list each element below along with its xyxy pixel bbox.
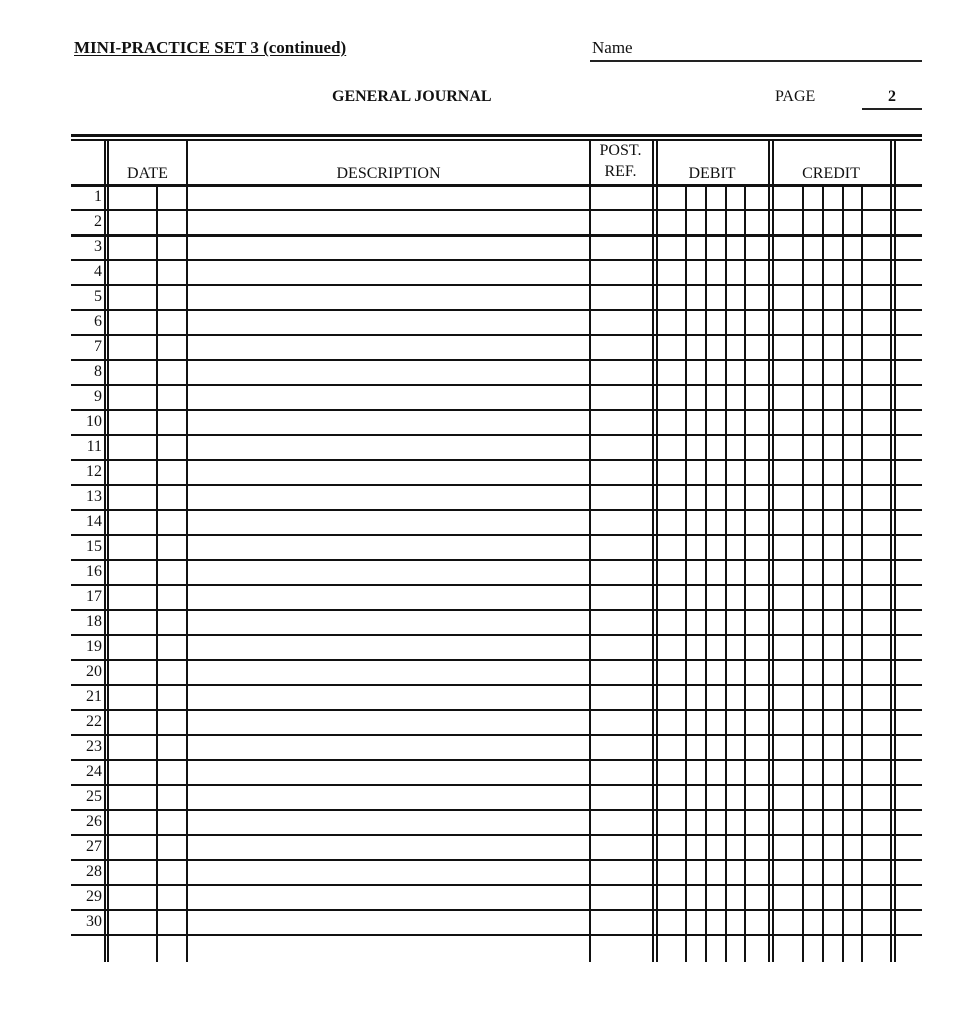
post-ref-cell[interactable]	[591, 286, 652, 309]
debit-cell[interactable]	[658, 586, 768, 609]
post-ref-cell[interactable]	[591, 211, 652, 234]
description-cell[interactable]	[188, 861, 589, 884]
date-day-cell[interactable]	[158, 186, 186, 209]
post-ref-cell[interactable]	[591, 261, 652, 284]
description-cell[interactable]	[188, 811, 589, 834]
debit-cell[interactable]	[658, 336, 768, 359]
column-header-post-ref-line1: POST.	[599, 142, 642, 159]
date-month-cell[interactable]	[108, 736, 156, 759]
credit-cell[interactable]	[774, 686, 890, 709]
debit-cell[interactable]	[658, 511, 768, 534]
date-day-cell[interactable]	[158, 361, 186, 384]
column-header-description: DESCRIPTION	[336, 165, 441, 182]
date-month-cell[interactable]	[108, 761, 156, 784]
description-cell[interactable]	[188, 911, 589, 934]
debit-cell[interactable]	[658, 186, 768, 209]
date-day-cell[interactable]	[158, 261, 186, 284]
post-ref-cell[interactable]	[591, 611, 652, 634]
debit-cell[interactable]	[658, 411, 768, 434]
description-cell[interactable]	[188, 461, 589, 484]
journal-title: GENERAL JOURNAL	[332, 88, 492, 105]
post-ref-cell[interactable]	[591, 336, 652, 359]
credit-cell[interactable]	[774, 736, 890, 759]
row-number: 2	[94, 213, 102, 230]
date-day-cell[interactable]	[158, 911, 186, 934]
description-cell[interactable]	[188, 411, 589, 434]
post-ref-cell[interactable]	[591, 311, 652, 334]
date-day-cell[interactable]	[158, 411, 186, 434]
credit-cell[interactable]	[774, 286, 890, 309]
date-month-cell[interactable]	[108, 386, 156, 409]
description-cell[interactable]	[188, 311, 589, 334]
date-day-cell[interactable]	[158, 811, 186, 834]
description-cell[interactable]	[188, 261, 589, 284]
debit-cell[interactable]	[658, 761, 768, 784]
row-number: 6	[94, 313, 102, 330]
description-cell[interactable]	[188, 211, 589, 234]
credit-right-outer	[890, 140, 892, 962]
post-ref-cell[interactable]	[591, 911, 652, 934]
row-number: 1	[94, 188, 102, 205]
date-day-cell[interactable]	[158, 536, 186, 559]
description-cell[interactable]	[188, 386, 589, 409]
credit-cell[interactable]	[774, 661, 890, 684]
credit-cell[interactable]	[774, 611, 890, 634]
date-day-cell[interactable]	[158, 886, 186, 909]
row-number: 25	[86, 788, 102, 805]
debit-cell[interactable]	[658, 736, 768, 759]
debit-cell[interactable]	[658, 386, 768, 409]
date-month-cell[interactable]	[108, 911, 156, 934]
credit-cell[interactable]	[774, 461, 890, 484]
date-month-cell[interactable]	[108, 636, 156, 659]
post-ref-cell[interactable]	[591, 836, 652, 859]
credit-cell[interactable]	[774, 311, 890, 334]
post-ref-cell[interactable]	[591, 486, 652, 509]
credit-cell[interactable]	[774, 886, 890, 909]
description-cell[interactable]	[188, 586, 589, 609]
debit-cell[interactable]	[658, 886, 768, 909]
post-ref-cell[interactable]	[591, 861, 652, 884]
row-number: 3	[94, 238, 102, 255]
row-number: 19	[86, 638, 102, 655]
practice-set-title: MINI-PRACTICE SET 3 (continued)	[74, 38, 347, 57]
date-day-cell[interactable]	[158, 386, 186, 409]
row-number: 21	[86, 688, 102, 705]
debit-cell[interactable]	[658, 286, 768, 309]
description-cell[interactable]	[188, 786, 589, 809]
debit-cell[interactable]	[658, 911, 768, 934]
date-month-cell[interactable]	[108, 561, 156, 584]
credit-cell[interactable]	[774, 211, 890, 234]
description-cell[interactable]	[188, 286, 589, 309]
credit-cell[interactable]	[774, 711, 890, 734]
post-ref-cell[interactable]	[591, 461, 652, 484]
column-header-credit: CREDIT	[802, 165, 860, 182]
row-number: 9	[94, 388, 102, 405]
post-ref-cell[interactable]	[591, 686, 652, 709]
description-cell[interactable]	[188, 536, 589, 559]
row-number: 20	[86, 663, 102, 680]
credit-cell[interactable]	[774, 186, 890, 209]
date-month-cell[interactable]	[108, 711, 156, 734]
debit-cell[interactable]	[658, 636, 768, 659]
date-day-cell[interactable]	[158, 436, 186, 459]
description-cell[interactable]	[188, 761, 589, 784]
row-number: 17	[86, 588, 102, 605]
debit-cell[interactable]	[658, 361, 768, 384]
date-day-cell[interactable]	[158, 861, 186, 884]
date-day-cell[interactable]	[158, 661, 186, 684]
date-month-cell[interactable]	[108, 361, 156, 384]
row-number: 14	[86, 513, 102, 530]
debit-cell[interactable]	[658, 536, 768, 559]
debit-cell[interactable]	[658, 561, 768, 584]
credit-cell[interactable]	[774, 361, 890, 384]
date-month-cell[interactable]	[108, 461, 156, 484]
date-day-cell[interactable]	[158, 761, 186, 784]
post-ref-cell[interactable]	[591, 561, 652, 584]
credit-cell[interactable]	[774, 536, 890, 559]
date-day-cell[interactable]	[158, 311, 186, 334]
post-ref-cell[interactable]	[591, 411, 652, 434]
description-cell[interactable]	[188, 186, 589, 209]
date-day-cell[interactable]	[158, 561, 186, 584]
description-cell[interactable]	[188, 886, 589, 909]
debit-cell[interactable]	[658, 461, 768, 484]
date-month-cell[interactable]	[108, 886, 156, 909]
post-ref-cell[interactable]	[591, 761, 652, 784]
row-number: 18	[86, 613, 102, 630]
credit-cell[interactable]	[774, 436, 890, 459]
description-cell[interactable]	[188, 836, 589, 859]
post-ref-cell[interactable]	[591, 436, 652, 459]
description-cell[interactable]	[188, 636, 589, 659]
row-number: 24	[86, 763, 102, 780]
row-number: 26	[86, 813, 102, 830]
date-month-cell[interactable]	[108, 661, 156, 684]
credit-cell[interactable]	[774, 636, 890, 659]
post-ref-cell[interactable]	[591, 511, 652, 534]
date-day-cell[interactable]	[158, 636, 186, 659]
date-day-cell[interactable]	[158, 461, 186, 484]
credit-cell[interactable]	[774, 561, 890, 584]
description-cell[interactable]	[188, 686, 589, 709]
date-day-cell[interactable]	[158, 611, 186, 634]
row-number: 27	[86, 838, 102, 855]
date-month-cell[interactable]	[108, 486, 156, 509]
date-month-cell[interactable]	[108, 186, 156, 209]
debit-cell[interactable]	[658, 611, 768, 634]
debit-right-outer	[768, 140, 770, 962]
credit-right-inner	[894, 140, 896, 962]
column-header-date: DATE	[127, 165, 168, 182]
description-cell[interactable]	[188, 486, 589, 509]
row-number: 7	[94, 338, 102, 355]
date-month-cell[interactable]	[108, 286, 156, 309]
row-number: 23	[86, 738, 102, 755]
credit-cell[interactable]	[774, 761, 890, 784]
debit-cell[interactable]	[658, 786, 768, 809]
description-cell[interactable]	[188, 561, 589, 584]
row-number: 30	[86, 913, 102, 930]
date-month-cell[interactable]	[108, 786, 156, 809]
credit-cell[interactable]	[774, 486, 890, 509]
date-day-cell[interactable]	[158, 286, 186, 309]
name-label: Name	[592, 38, 633, 57]
post-ref-cell[interactable]	[591, 711, 652, 734]
description-cell[interactable]	[188, 236, 589, 259]
date-month-cell[interactable]	[108, 311, 156, 334]
credit-cell[interactable]	[774, 411, 890, 434]
post-ref-cell[interactable]	[591, 661, 652, 684]
credit-cell[interactable]	[774, 861, 890, 884]
post-ref-cell[interactable]	[591, 736, 652, 759]
post-ref-cell[interactable]	[591, 386, 652, 409]
date-month-cell[interactable]	[108, 836, 156, 859]
row-number-divider-outer	[104, 140, 106, 962]
description-cell[interactable]	[188, 611, 589, 634]
date-day-cell[interactable]	[158, 511, 186, 534]
row-number: 13	[86, 488, 102, 505]
date-day-cell[interactable]	[158, 336, 186, 359]
debit-cell[interactable]	[658, 436, 768, 459]
top-rule-outer	[71, 134, 922, 137]
date-day-cell[interactable]	[158, 711, 186, 734]
date-day-cell[interactable]	[158, 786, 186, 809]
column-header-post-ref-line2: REF.	[604, 163, 637, 180]
date-day-cell[interactable]	[158, 836, 186, 859]
credit-cell[interactable]	[774, 586, 890, 609]
debit-cell[interactable]	[658, 686, 768, 709]
date-month-cell[interactable]	[108, 611, 156, 634]
row-number: 11	[86, 438, 102, 455]
date-month-cell[interactable]	[108, 411, 156, 434]
description-cell[interactable]	[188, 511, 589, 534]
post-ref-cell[interactable]	[591, 811, 652, 834]
date-month-cell[interactable]	[108, 511, 156, 534]
post-ref-cell[interactable]	[591, 236, 652, 259]
date-month-cell[interactable]	[108, 861, 156, 884]
row-number: 29	[86, 888, 102, 905]
debit-cell[interactable]	[658, 836, 768, 859]
debit-cell[interactable]	[658, 711, 768, 734]
credit-cell[interactable]	[774, 236, 890, 259]
post-ref-cell[interactable]	[591, 361, 652, 384]
row-number: 16	[86, 563, 102, 580]
row-number: 15	[86, 538, 102, 555]
row-number: 5	[94, 288, 102, 305]
date-month-cell[interactable]	[108, 586, 156, 609]
date-month-cell[interactable]	[108, 436, 156, 459]
post-ref-cell[interactable]	[591, 186, 652, 209]
debit-cell[interactable]	[658, 236, 768, 259]
date-day-cell[interactable]	[158, 586, 186, 609]
post-ref-right-outer	[652, 140, 654, 962]
credit-cell[interactable]	[774, 511, 890, 534]
post-ref-cell[interactable]	[591, 636, 652, 659]
date-month-cell[interactable]	[108, 211, 156, 234]
description-cell[interactable]	[188, 736, 589, 759]
date-month-cell[interactable]	[108, 236, 156, 259]
credit-cell[interactable]	[774, 336, 890, 359]
date-day-cell[interactable]	[158, 486, 186, 509]
credit-cell[interactable]	[774, 261, 890, 284]
row-divider	[71, 934, 922, 936]
description-cell[interactable]	[188, 336, 589, 359]
row-number: 10	[86, 413, 102, 430]
page-number: 2	[888, 88, 896, 105]
column-header-debit: DEBIT	[688, 165, 736, 182]
credit-cell[interactable]	[774, 786, 890, 809]
date-month-cell[interactable]	[108, 811, 156, 834]
date-month-cell[interactable]	[108, 686, 156, 709]
date-month-cell[interactable]	[108, 336, 156, 359]
debit-cell[interactable]	[658, 261, 768, 284]
row-number: 4	[94, 263, 102, 280]
date-month-cell[interactable]	[108, 261, 156, 284]
credit-cell[interactable]	[774, 836, 890, 859]
post-ref-cell[interactable]	[591, 886, 652, 909]
date-month-cell[interactable]	[108, 536, 156, 559]
post-ref-cell[interactable]	[591, 536, 652, 559]
debit-cell[interactable]	[658, 861, 768, 884]
post-ref-cell[interactable]	[591, 786, 652, 809]
description-cell[interactable]	[188, 361, 589, 384]
description-cell[interactable]	[188, 436, 589, 459]
description-cell[interactable]	[188, 711, 589, 734]
top-rule-inner	[71, 139, 922, 141]
credit-cell[interactable]	[774, 911, 890, 934]
credit-cell[interactable]	[774, 811, 890, 834]
date-day-cell[interactable]	[158, 236, 186, 259]
page-label: PAGE	[775, 88, 816, 105]
post-ref-cell[interactable]	[591, 586, 652, 609]
date-day-cell[interactable]	[158, 211, 186, 234]
date-day-cell[interactable]	[158, 736, 186, 759]
description-cell[interactable]	[188, 661, 589, 684]
debit-cell[interactable]	[658, 661, 768, 684]
debit-cell[interactable]	[658, 311, 768, 334]
debit-cell[interactable]	[658, 486, 768, 509]
debit-cell[interactable]	[658, 811, 768, 834]
row-number: 8	[94, 363, 102, 380]
debit-cell[interactable]	[658, 211, 768, 234]
row-number: 28	[86, 863, 102, 880]
credit-cell[interactable]	[774, 386, 890, 409]
row-number: 22	[86, 713, 102, 730]
row-number: 12	[86, 463, 102, 480]
date-day-cell[interactable]	[158, 686, 186, 709]
